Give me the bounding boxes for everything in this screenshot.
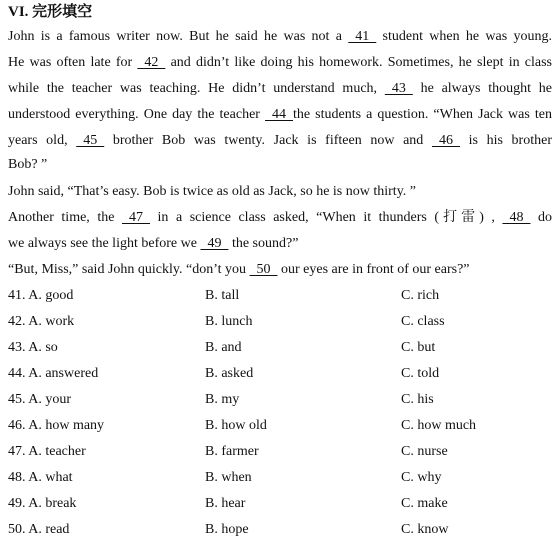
options-row-41 bbox=[8, 286, 552, 306]
option-c: C. why bbox=[401, 470, 442, 485]
passage-text: “But, Miss,” said John quickly. “don’t you bbox=[8, 262, 250, 277]
blank-42: 42 bbox=[137, 55, 166, 70]
passage-text: Another time, the bbox=[8, 210, 122, 225]
option-a: 42. A. work bbox=[8, 314, 75, 329]
passage-text: in a science class asked, “When it thunders (打雷) , bbox=[150, 210, 503, 225]
passage-text: He was often late for bbox=[8, 55, 138, 70]
option-a: 43. A. so bbox=[8, 340, 58, 355]
passage-line-4 bbox=[8, 105, 552, 125]
blank-50: 50 bbox=[249, 262, 278, 277]
section-heading: VI. 完形填空 bbox=[8, 4, 93, 20]
option-a: 50. A. read bbox=[8, 522, 70, 537]
option-b: B. farmer bbox=[205, 444, 259, 459]
passage-text: we always see the light before we bbox=[8, 236, 201, 251]
blank-41: 41 bbox=[348, 29, 377, 44]
passage-line-3 bbox=[8, 79, 552, 99]
options-row-48 bbox=[8, 468, 552, 488]
options-row-46 bbox=[8, 416, 552, 436]
blank-46: 46 bbox=[431, 133, 460, 148]
passage-line-5 bbox=[8, 131, 552, 151]
option-c: C. nurse bbox=[401, 444, 448, 459]
blank-49: 49 bbox=[200, 236, 229, 251]
options-row-45 bbox=[8, 390, 552, 410]
blank-44: 44 bbox=[265, 107, 294, 122]
option-b: B. when bbox=[205, 470, 252, 485]
option-a: 45. A. your bbox=[8, 392, 71, 407]
options-row-43 bbox=[8, 338, 552, 358]
option-a: 49. A. break bbox=[8, 496, 77, 511]
option-c: C. make bbox=[401, 496, 448, 511]
option-c: C. his bbox=[401, 392, 434, 407]
blank-47: 47 bbox=[122, 210, 150, 225]
options-row-50 bbox=[8, 520, 552, 540]
passage-line-10 bbox=[8, 260, 552, 280]
options-row-49 bbox=[8, 494, 552, 514]
passage-text: understood everything. One day the teacher bbox=[8, 107, 266, 122]
passage-text: the students a question. “When Jack was ten bbox=[293, 107, 552, 122]
passage-line-1 bbox=[8, 27, 552, 47]
blank-45: 45 bbox=[76, 133, 105, 148]
option-a: 48. A. what bbox=[8, 470, 73, 485]
option-c: C. how much bbox=[401, 418, 477, 433]
passage-line-2 bbox=[8, 53, 552, 73]
option-b: B. and bbox=[205, 340, 242, 355]
option-a: 41. A. good bbox=[8, 288, 74, 303]
passage-text: and didn’t like doing his homework. Sometimes, he slept in class bbox=[165, 55, 552, 70]
option-b: B. lunch bbox=[205, 314, 253, 329]
passage-text: he always thought he bbox=[412, 81, 552, 96]
option-b: B. hear bbox=[205, 496, 246, 511]
passage-text: brother Bob was twenty. Jack is fifteen now and bbox=[104, 133, 432, 148]
passage-text: Bob? ” bbox=[8, 157, 48, 172]
passage-text: do bbox=[530, 210, 552, 225]
option-c: C. told bbox=[401, 366, 440, 381]
option-c: C. class bbox=[401, 314, 445, 329]
options-row-42 bbox=[8, 312, 552, 332]
option-b: B. how old bbox=[205, 418, 267, 433]
passage-text: the sound?” bbox=[228, 236, 299, 251]
passage-text: student when he was young. bbox=[376, 29, 552, 44]
passage-line-9 bbox=[8, 234, 552, 254]
option-c: C. know bbox=[401, 522, 449, 537]
passage-line-8 bbox=[8, 208, 552, 228]
option-b: B. hope bbox=[205, 522, 249, 537]
blank-48: 48 bbox=[502, 210, 531, 225]
passage-line-7 bbox=[8, 182, 552, 202]
option-a: 46. A. how many bbox=[8, 418, 105, 433]
options-row-47 bbox=[8, 442, 552, 462]
option-b: B. tall bbox=[205, 288, 240, 303]
option-a: 44. A. answered bbox=[8, 366, 99, 381]
option-c: C. but bbox=[401, 340, 436, 355]
blank-43: 43 bbox=[384, 81, 413, 96]
passage-line-6 bbox=[8, 155, 552, 175]
option-b: B. my bbox=[205, 392, 240, 407]
passage-text: is his brother bbox=[459, 133, 552, 148]
passage-text: John said, “That’s easy. Bob is twice as old as Jack, so he is now thirty. ” bbox=[8, 184, 417, 199]
passage-text: while the teacher was teaching. He didn’t understand much, bbox=[8, 81, 385, 96]
option-c: C. rich bbox=[401, 288, 440, 303]
passage-text: John is a famous writer now. But he said he was not a bbox=[8, 29, 349, 44]
option-a: 47. A. teacher bbox=[8, 444, 86, 459]
option-b: B. asked bbox=[205, 366, 254, 381]
options-row-44 bbox=[8, 364, 552, 384]
passage-text: our eyes are in front of our ears?” bbox=[277, 262, 470, 277]
passage-text: years old, bbox=[8, 133, 77, 148]
